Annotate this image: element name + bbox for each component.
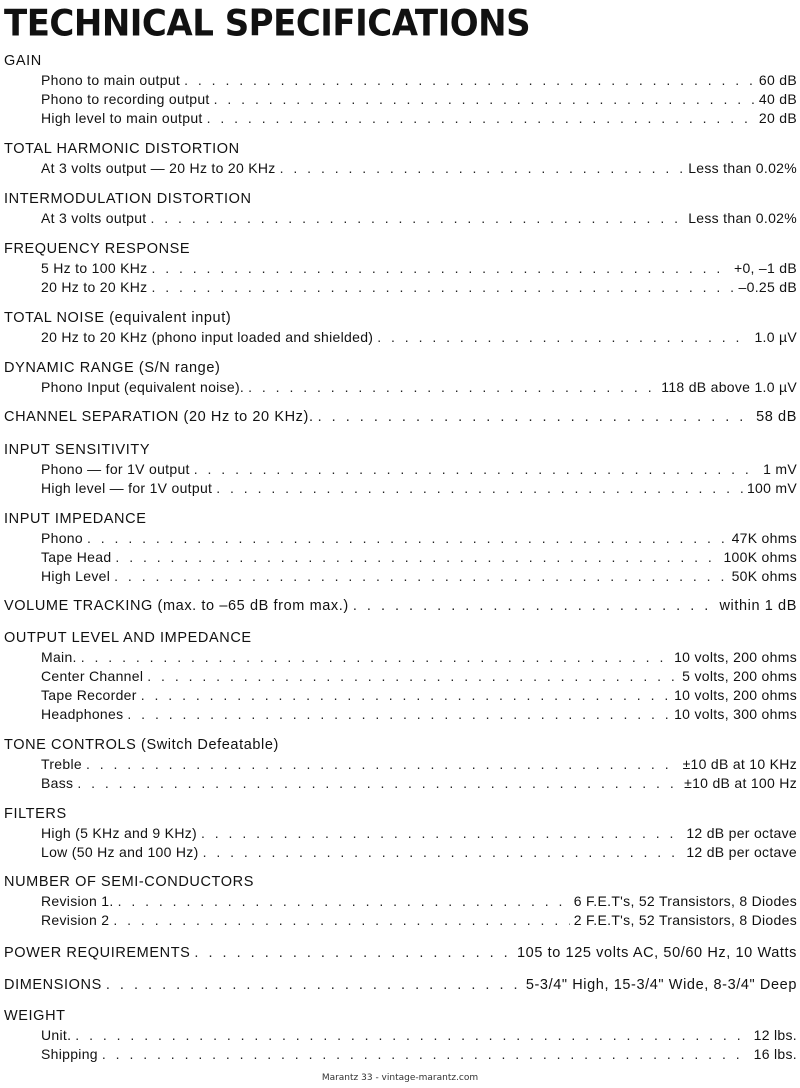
dot-leader: [207, 109, 755, 128]
spec-row: [4, 209, 797, 228]
section-dimensions: [4, 976, 797, 995]
spec-label: Bass: [41, 775, 74, 791]
section-input-impedance: [4, 510, 797, 586]
spec-value: 58 dB: [756, 409, 797, 425]
spec-label: Phono — for 1V output: [41, 461, 190, 477]
dot-leader: [214, 90, 755, 109]
spec-label: Unit.: [41, 1027, 72, 1043]
dot-leader: [86, 755, 679, 774]
spec-label: High Level: [41, 568, 111, 584]
spec-row: [4, 667, 797, 686]
dot-leader: [102, 1045, 750, 1064]
spec-value: Less than 0.02%: [688, 210, 797, 226]
spec-value: 40 dB: [758, 91, 797, 107]
spec-label: Phono: [41, 530, 83, 546]
spec-row: [4, 460, 797, 479]
dot-leader: [114, 567, 727, 586]
spec-value: Less than 0.02%: [688, 160, 797, 176]
section-channel-separation-20-hz-to-20-khz: [4, 408, 797, 427]
spec-value: 10 volts, 200 ohms: [674, 687, 797, 703]
section-heading-label: POWER REQUIREMENTS: [4, 945, 191, 961]
section-heading: [4, 597, 797, 616]
spec-label: Shipping: [41, 1046, 98, 1062]
spec-row: [4, 378, 797, 397]
section-heading-label: DYNAMIC RANGE (S/N range): [4, 360, 221, 376]
spec-row: [4, 109, 797, 128]
spec-value: 100 mV: [746, 480, 797, 496]
spec-label: Revision 2: [41, 912, 110, 928]
dot-leader: [151, 259, 730, 278]
dot-leader: [113, 911, 569, 930]
spec-value: 12 lbs.: [753, 1027, 797, 1043]
section-heading-label: TONE CONTROLS (Switch Defeatable): [4, 737, 279, 753]
spec-row: [4, 529, 797, 548]
spec-label: 20 Hz to 20 KHz (phono input loaded and shielded): [41, 329, 374, 345]
dot-leader: [77, 774, 680, 793]
section-heading: [4, 873, 797, 892]
section-heading-label: FREQUENCY RESPONSE: [4, 241, 191, 257]
spec-label: High level — for 1V output: [41, 480, 213, 496]
spec-row: [4, 892, 797, 911]
section-heading-label: TOTAL HARMONIC DISTORTION: [4, 141, 240, 157]
spec-value: 6 F.E.T's, 52 Transistors, 8 Diodes: [573, 893, 797, 909]
section-heading: [4, 190, 797, 209]
dot-leader: [201, 824, 682, 843]
spec-label: Tape Head: [41, 549, 112, 565]
section-heading-label: OUTPUT LEVEL AND IMPEDANCE: [4, 630, 252, 646]
spec-value: within 1 dB: [719, 598, 797, 614]
section-heading: [4, 52, 797, 71]
section-intermodulation-distortion: [4, 190, 797, 228]
dot-leader: [141, 686, 670, 705]
section-heading: [4, 1007, 797, 1026]
section-gain: [4, 52, 797, 128]
spec-row: [4, 1026, 797, 1045]
spec-label: Tape Recorder: [41, 687, 137, 703]
dot-leader: [377, 328, 750, 347]
section-heading: [4, 240, 797, 259]
section-input-sensitivity: [4, 441, 797, 498]
dot-leader: [216, 479, 743, 498]
section-heading: [4, 805, 797, 824]
spec-row: [4, 774, 797, 793]
section-total-harmonic-distortion: [4, 140, 797, 178]
spec-label: At 3 volts output — 20 Hz to 20 KHz: [41, 160, 276, 176]
dot-leader: [203, 843, 683, 862]
section-heading: [4, 441, 797, 460]
spec-value: 118 dB above 1.0 µV: [661, 379, 797, 395]
section-heading-label: INPUT IMPEDANCE: [4, 511, 147, 527]
section-heading-label: INPUT SENSITIVITY: [4, 442, 151, 458]
spec-value: 10 volts, 200 ohms: [674, 649, 797, 665]
dot-leader: [147, 667, 678, 686]
spec-label: Phono to recording output: [41, 91, 210, 107]
spec-label: Low (50 Hz and 100 Hz): [41, 844, 199, 860]
dot-leader: [184, 71, 755, 90]
section-heading: [4, 944, 797, 963]
spec-row: [4, 686, 797, 705]
dot-leader: [81, 648, 670, 667]
page-footer: Marantz 33 - vintage-marantz.com: [321, 1073, 479, 1083]
page-title: TECHNICAL SPECIFICATIONS: [4, 2, 531, 46]
spec-value: 60 dB: [758, 72, 797, 88]
section-heading-label: DIMENSIONS: [4, 977, 102, 993]
spec-row: [4, 479, 797, 498]
spec-row: [4, 1045, 797, 1064]
spec-row: [4, 90, 797, 109]
spec-row: [4, 843, 797, 862]
spec-label: Center Channel: [41, 668, 144, 684]
spec-label: High (5 KHz and 9 KHz): [41, 825, 197, 841]
spec-value: 47K ohms: [731, 530, 797, 546]
spec-value: 2 F.E.T's, 52 Transistors, 8 Diodes: [573, 912, 797, 928]
section-heading-label: WEIGHT: [4, 1008, 66, 1024]
section-heading-label: INTERMODULATION DISTORTION: [4, 191, 252, 207]
spec-value: 12 dB per octave: [686, 825, 797, 841]
spec-value: 10 volts, 300 ohms: [674, 706, 797, 722]
spec-label: Phono Input (equivalent noise).: [41, 379, 245, 395]
dot-leader: [194, 460, 759, 479]
spec-label: Revision 1.: [41, 893, 114, 909]
spec-label: 5 Hz to 100 KHz: [41, 260, 148, 276]
dot-leader: [115, 548, 719, 567]
section-heading: [4, 408, 797, 427]
spec-value: –0.25 dB: [738, 279, 797, 295]
spec-value: 105 to 125 volts AC, 50/60 Hz, 10 Watts: [517, 945, 797, 961]
section-heading-label: TOTAL NOISE (equivalent input): [4, 310, 232, 326]
spec-label: Phono to main output: [41, 72, 181, 88]
spec-label: Main.: [41, 649, 77, 665]
spec-value: 50K ohms: [731, 568, 797, 584]
spec-value: 1 mV: [763, 461, 797, 477]
spec-row: [4, 71, 797, 90]
spec-label: Headphones: [41, 706, 124, 722]
dot-leader: [353, 597, 716, 616]
spec-value: 20 dB: [758, 110, 797, 126]
dot-leader: [106, 976, 522, 995]
section-heading: [4, 629, 797, 648]
spec-label: High level to main output: [41, 110, 203, 126]
section-heading: [4, 976, 797, 995]
section-output-level-and-impedance: [4, 629, 797, 724]
section-dynamic-range-s-n-range: [4, 359, 797, 397]
section-heading: [4, 359, 797, 378]
dot-leader: [318, 408, 753, 427]
section-weight: [4, 1007, 797, 1064]
spec-row: [4, 648, 797, 667]
spec-row: [4, 259, 797, 278]
section-heading: [4, 736, 797, 755]
section-volume-tracking-max-to-65-db-from-max: [4, 597, 797, 616]
section-frequency-response: [4, 240, 797, 297]
dot-leader: [194, 944, 513, 963]
section-heading: [4, 309, 797, 328]
section-heading-label: GAIN: [4, 53, 42, 69]
spec-row: [4, 328, 797, 347]
section-heading: [4, 140, 797, 159]
section-heading-label: FILTERS: [4, 806, 67, 822]
spec-row: [4, 548, 797, 567]
section-heading-label: CHANNEL SEPARATION (20 Hz to 20 KHz).: [4, 409, 314, 425]
spec-row: [4, 824, 797, 843]
spec-row: [4, 705, 797, 724]
spec-label: At 3 volts output: [41, 210, 147, 226]
dot-leader: [75, 1026, 749, 1045]
spec-row: [4, 567, 797, 586]
spec-value: ±10 dB at 100 Hz: [684, 775, 797, 791]
spec-value: 100K ohms: [723, 549, 797, 565]
spec-value: 1.0 µV: [754, 329, 797, 345]
spec-label: Treble: [41, 756, 82, 772]
spec-value: 16 lbs.: [753, 1046, 797, 1062]
dot-leader: [248, 378, 657, 397]
spec-value: 5-3/4" High, 15-3/4" Wide, 8-3/4" Deep: [525, 977, 797, 993]
section-tone-controls-switch-defeatable: [4, 736, 797, 793]
spec-label: 20 Hz to 20 KHz: [41, 279, 148, 295]
dot-leader: [87, 529, 728, 548]
dot-leader: [127, 705, 670, 724]
spec-value: 12 dB per octave: [686, 844, 797, 860]
dot-leader: [151, 278, 734, 297]
spec-value: +0, –1 dB: [733, 260, 797, 276]
spec-row: [4, 755, 797, 774]
spec-value: 5 volts, 200 ohms: [682, 668, 797, 684]
spec-value: ±10 dB at 10 KHz: [682, 756, 797, 772]
spec-row: [4, 159, 797, 178]
section-heading: [4, 510, 797, 529]
spec-row: [4, 278, 797, 297]
dot-leader: [118, 892, 570, 911]
section-total-noise-equivalent-input: [4, 309, 797, 347]
section-heading-label: VOLUME TRACKING (max. to –65 dB from max.): [4, 598, 349, 614]
spec-row: [4, 911, 797, 930]
section-number-of-semi-conductors: [4, 873, 797, 930]
section-filters: [4, 805, 797, 862]
dot-leader: [151, 209, 685, 228]
section-power-requirements: [4, 944, 797, 963]
section-heading-label: NUMBER OF SEMI-CONDUCTORS: [4, 874, 254, 890]
dot-leader: [280, 159, 685, 178]
